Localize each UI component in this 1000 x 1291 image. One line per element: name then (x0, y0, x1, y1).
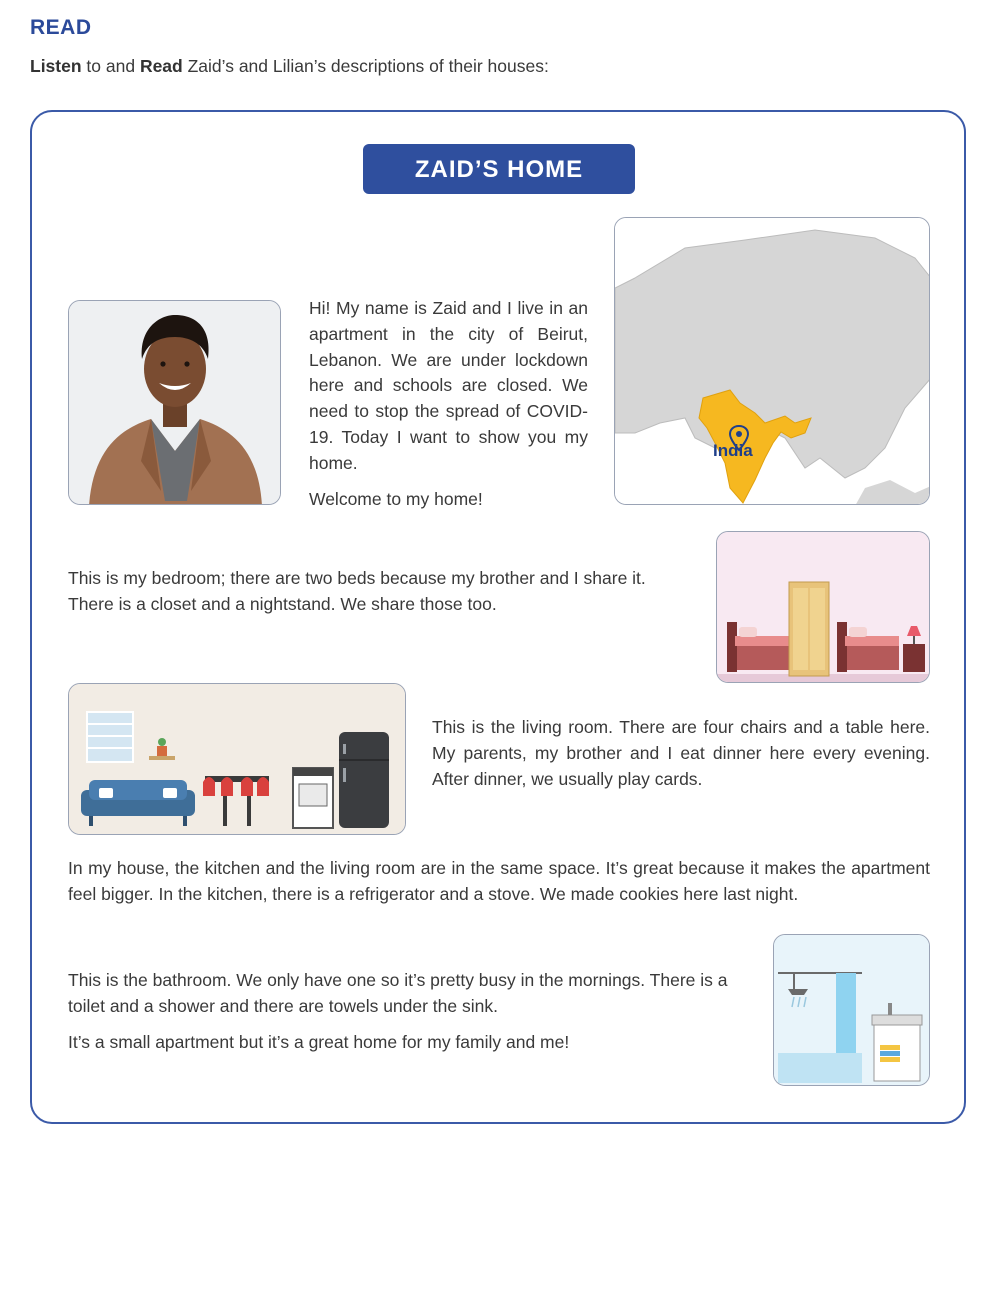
kitchen-paragraph: In my house, the kitchen and the living room are in the same space. It’s great because it makes the apartment feel bigger. In the kitchen, there is a refrigerator and a stove. We made cookies here last night. (68, 858, 930, 904)
closing-paragraph: It’s a small apartment but it’s a great home for my family and me! (68, 1032, 570, 1052)
intro-paragraph: Hi! My name is Zaid and I live in an apartment in the city of Beirut, Lebanon. We are under lockdown here and schools are closed. We need to stop the spread of COVID-19. Today I want to show you my home. (309, 298, 588, 473)
home-title-banner: ZAID’S HOME (363, 144, 635, 194)
instruction-mid: to and (81, 56, 140, 76)
welcome-text: Welcome to my home! (309, 489, 483, 509)
instruction-rest: Zaid’s and Lilian’s descriptions of their houses: (182, 56, 549, 76)
map-label-india: India (713, 441, 753, 460)
instruction-listen: Listen (30, 56, 82, 76)
person-illustration (69, 301, 281, 505)
asia-map (614, 217, 930, 505)
bedroom-paragraph: This is my bedroom; there are two beds because my brother and I share it. There is a closet and a nightstand. We share those too. (68, 568, 646, 614)
living-room-paragraph: This is the living room. There are four chairs and a table here. My parents, my brother and I eat dinner here every evening. After dinner, we usually play cards. (432, 717, 930, 789)
section-title: READ (30, 16, 92, 39)
instruction-text (30, 56, 549, 77)
bathroom-paragraph: This is the bathroom. We only have one so it’s pretty busy in the mornings. There is a toilet and a shower and there are towels under the sink. (68, 970, 728, 1016)
bathroom-illustration (773, 934, 930, 1086)
living-room-illustration (68, 683, 406, 835)
zaid-portrait (68, 300, 281, 505)
bedroom-illustration (716, 531, 930, 683)
map-illustration (615, 218, 930, 505)
instruction-read: Read (139, 56, 183, 76)
